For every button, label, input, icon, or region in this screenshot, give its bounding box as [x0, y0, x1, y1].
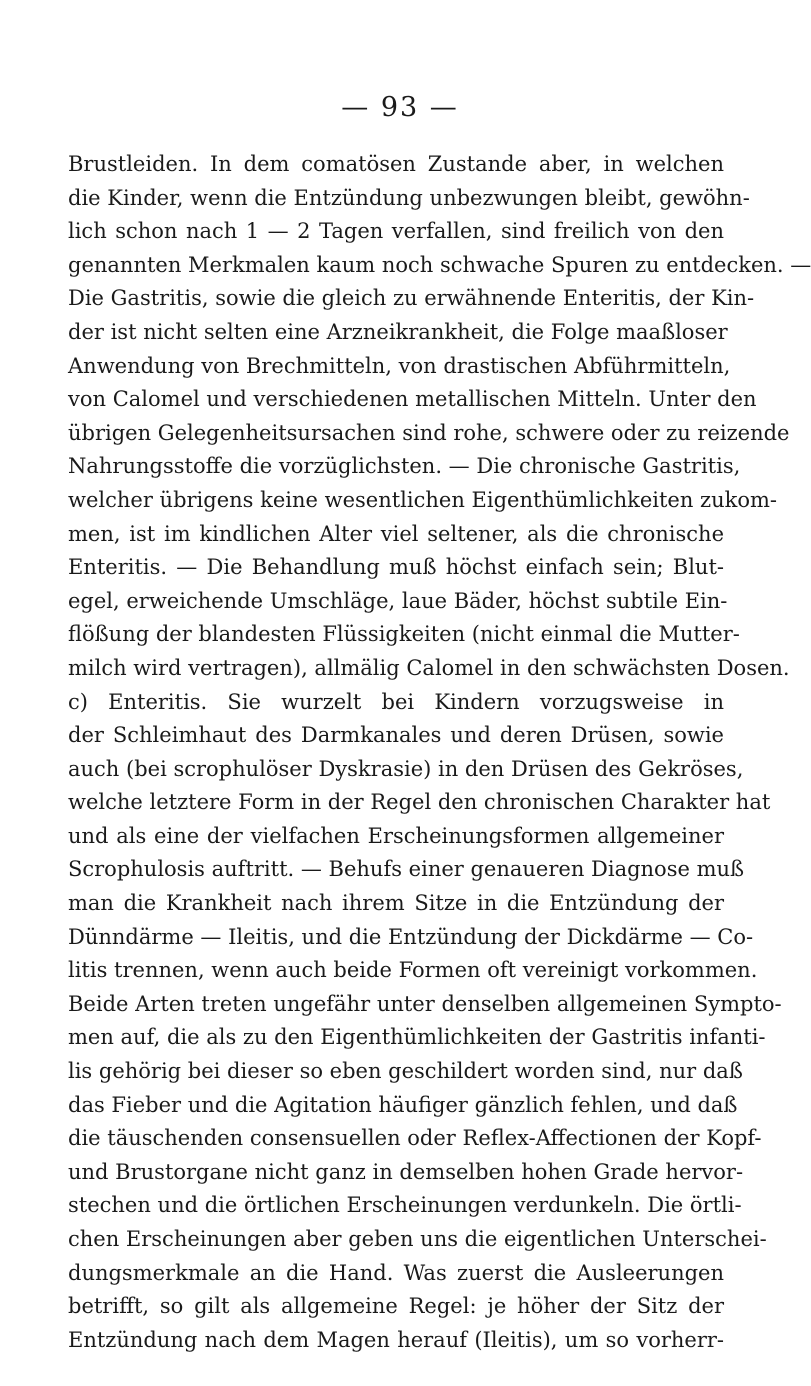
- text-line: welcher übrigens keine wesentlichen Eigenthümlichkeiten zukom-: [68, 487, 777, 512]
- text-line: men, ist im kindlichen Alter viel seltener, als die chronische: [68, 521, 724, 546]
- text-line: litis trennen, wenn auch beide Formen oft vereinigt vorkommen.: [68, 958, 758, 983]
- text-line: man die Krankheit nach ihrem Sitze in die Entzündung der: [68, 891, 724, 916]
- text-line: Enteritis. — Die Behandlung muß höchst einfach sein; Blut-: [68, 555, 724, 580]
- text-line: egel, erweichende Umschläge, laue Bäder, höchst subtile Ein-: [68, 588, 728, 613]
- text-line: c) Enteritis. Sie wurzelt bei Kindern vorzugsweise in: [68, 689, 724, 714]
- text-line: der ist nicht selten eine Arzneikrankheit, die Folge maaßloser: [68, 319, 728, 344]
- text-line: Anwendung von Brechmitteln, von drastischen Abführmitteln,: [68, 353, 731, 378]
- text-line: Entzündung nach dem Magen herauf (Ileitis), um so vorherr-: [68, 1327, 724, 1352]
- text-line: Die Gastritis, sowie die gleich zu erwähnende Enteritis, der Kin-: [68, 286, 755, 311]
- text-line: Nahrungsstoffe die vorzüglichsten. — Die chronische Gastritis,: [68, 454, 741, 479]
- text-line: stechen und die örtlichen Erscheinungen verdunkeln. Die örtli-: [68, 1193, 742, 1218]
- text-line: genannten Merkmalen kaum noch schwache Spuren zu entdecken. —: [68, 252, 811, 277]
- text-line: men auf, die als zu den Eigenthümlichkeiten der Gastritis infanti-: [68, 1025, 766, 1050]
- text-line: übrigen Gelegenheitsursachen sind rohe, schwere oder zu reizende: [68, 420, 790, 445]
- text-line: und als eine der vielfachen Erscheinungsformen allgemeiner: [68, 823, 724, 848]
- text-line: und Brustorgane nicht ganz in demselben hohen Grade hervor-: [68, 1159, 744, 1184]
- text-line: die Kinder, wenn die Entzündung unbezwungen bleibt, gewöhn-: [68, 185, 750, 210]
- text-line: der Schleimhaut des Darmkanales und deren Drüsen, sowie: [68, 723, 724, 748]
- text-line: milch wird vertragen), allmälig Calomel in den schwächsten Dosen.: [68, 655, 790, 680]
- text-line: flößung der blandesten Flüssigkeiten (nicht einmal die Mutter-: [68, 622, 740, 647]
- text-line: die täuschenden consensuellen oder Reflex-Affectionen der Kopf-: [68, 1126, 762, 1151]
- text-line: Scrophulosis auftritt. — Behufs einer genaueren Diagnose muß: [68, 857, 745, 882]
- text-line: lich schon nach 1 — 2 Tagen verfallen, sind freilich von den: [68, 219, 724, 244]
- text-line: lis gehörig bei dieser so eben geschildert worden sind, nur daß: [68, 1059, 743, 1084]
- text-line: Brustleiden. In dem comatösen Zustande aber, in welchen: [68, 152, 724, 176]
- text-line: chen Erscheinungen aber geben uns die eigentlichen Unterschei-: [68, 1227, 767, 1251]
- text-line: das Fieber und die Agitation häufiger gänzlich fehlen, und daß: [68, 1092, 738, 1117]
- text-line: von Calomel und verschiedenen metallischen Mitteln. Unter den: [68, 387, 757, 412]
- body-text: [68, 148, 811, 1357]
- text-line: dungsmerkmale an die Hand. Was zuerst die Ausleerungen: [68, 1260, 724, 1285]
- text-line: betrifft, so gilt als allgemeine Regel: je höher der Sitz der: [68, 1294, 724, 1319]
- text-line: Dünndärme — Ileitis, und die Entzündung der Dickdärme — Co-: [68, 924, 754, 949]
- text-line: auch (bei scrophulöser Dyskrasie) in den Drüsen des Gekröses,: [68, 756, 744, 781]
- text-line: welche letztere Form in der Regel den chronischen Charakter hat: [68, 790, 771, 815]
- page-number: — 93 —: [341, 92, 459, 123]
- text-line: Beide Arten treten ungefähr unter denselben allgemeinen Sympto-: [68, 991, 782, 1016]
